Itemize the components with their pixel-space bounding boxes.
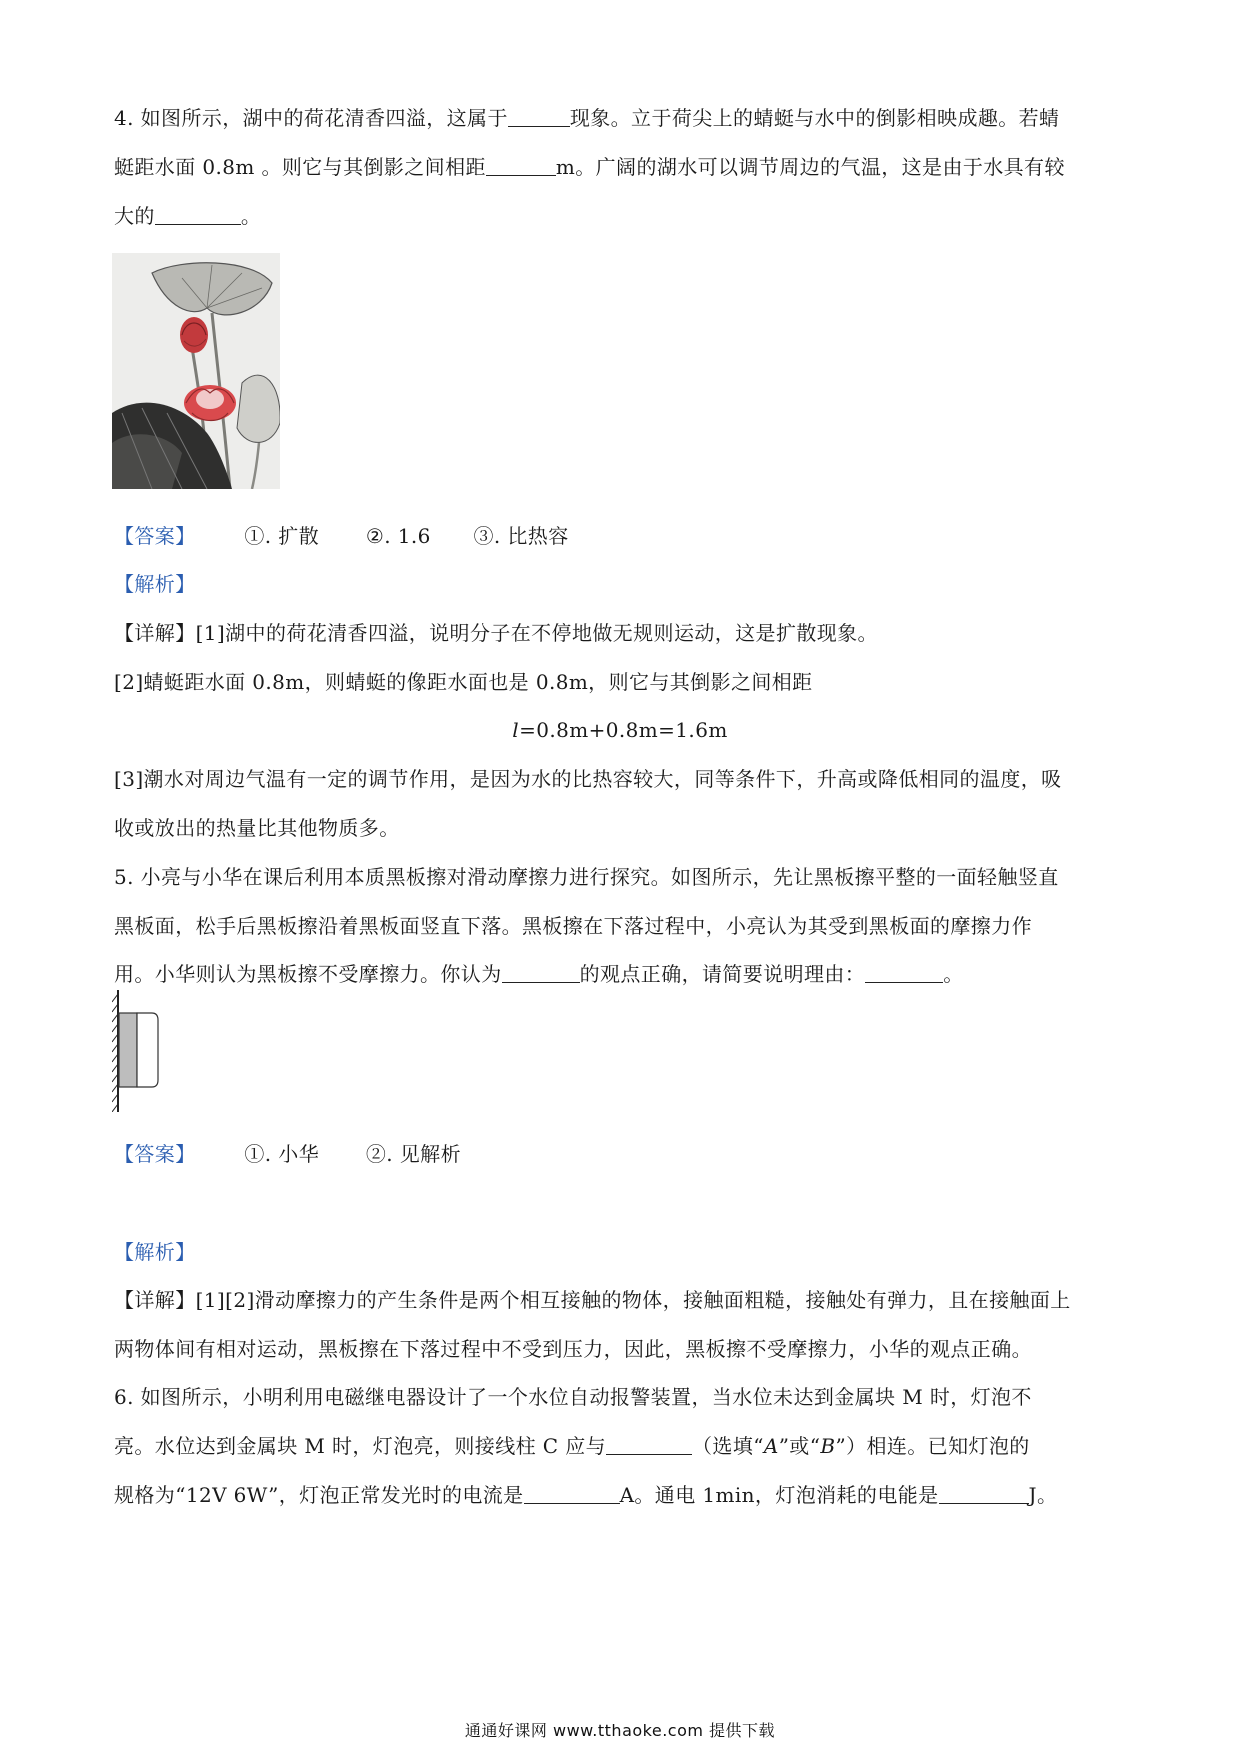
q6-text: ”或“ [778, 1434, 821, 1458]
q5-line-2 [114, 913, 1032, 939]
q5-line-1 [114, 864, 1059, 890]
answer-item: ①. 小华 [244, 1142, 320, 1166]
q5-text: 。 [943, 962, 964, 986]
q6-text: 6. 如图所示，小明利用电磁继电器设计了一个水位自动报警装置，当水位未达到金属块 M 时，灯泡不 [114, 1385, 1032, 1409]
q6-text: A。通电 1min，灯泡消耗的电能是 [619, 1483, 939, 1507]
answer-blank [508, 108, 570, 127]
equation-text: =0.8m+0.8m=1.6m [519, 718, 728, 742]
page-footer: 通通好课网 www.tthaoke.com 提供下载 [464, 1721, 776, 1740]
q4-answer [114, 523, 569, 549]
option-b: B [820, 1434, 836, 1458]
q5-text: 5. 小亮与小华在课后利用本质黑板擦对滑动摩擦力进行探究。如图所示，先让黑板擦平整的一面轻触竖直 [114, 865, 1059, 889]
analysis-tag: 【解析】 [114, 572, 196, 596]
q4-text: 4. 如图所示，湖中的荷花清香四溢，这属于 [114, 106, 508, 130]
answer-blank [606, 1436, 692, 1455]
q4-text: 大的 [114, 204, 155, 228]
analysis-tag: 【解析】 [114, 1240, 196, 1264]
answer-item: ③. 比热容 [473, 524, 569, 548]
q5-line-3 [114, 961, 964, 987]
q5-analysis-tag [114, 1239, 196, 1265]
eraser-diagram [112, 990, 164, 1112]
q4-line-1 [114, 105, 1059, 131]
q4-text: m。广阔的湖水可以调节周边的气温，这是由于水具有较 [555, 155, 1065, 179]
q4-analysis-tag [114, 571, 196, 597]
answer-blank [865, 964, 943, 983]
q4-text: 蜓距水面 0.8m 。则它与其倒影之间相距 [114, 155, 486, 179]
q4-text: 。 [240, 204, 262, 228]
detail-text: [1][2]滑动摩擦力的产生条件是两个相互接触的物体，接触面粗糙，接触处有弹力，且在接触面上 [195, 1288, 1071, 1312]
answer-item: ②. 1.6 [365, 524, 431, 548]
answer-blank [939, 1485, 1029, 1504]
q5-text: 黑板面，松手后黑板擦沿着黑板面竖直下落。黑板擦在下落过程中，小亮认为其受到黑板面的摩擦力作 [114, 914, 1032, 938]
answer-blank [486, 157, 556, 176]
q4-detail-3b [114, 815, 400, 841]
q5-detail-2 [114, 1336, 1032, 1362]
detail-tag: 【详解】 [114, 621, 196, 645]
q5-text: 的观点正确，请简要说明理由： [579, 962, 866, 986]
lotus-illustration [112, 253, 280, 489]
equation-variable: l [512, 718, 520, 742]
q4-line-2 [114, 154, 1065, 180]
q5-answer [114, 1141, 461, 1167]
q5-text: 用。小华则认为黑板擦不受摩擦力。你认为 [114, 962, 502, 986]
q6-line-1 [114, 1384, 1032, 1410]
answer-blank [155, 206, 241, 225]
answer-blank [524, 1485, 620, 1504]
q4-text: 现象。立于荷尖上的蜻蜓与水中的倒影相映成趣。若蜻 [569, 106, 1060, 130]
answer-blank [502, 964, 580, 983]
detail-text: [2]蜻蜓距水面 0.8m，则蜻蜓的像距水面也是 0.8m，则它与其倒影之间相距 [114, 670, 813, 694]
q6-text: ”）相连。已知灯泡的 [835, 1434, 1030, 1458]
q6-text: （选填“ [692, 1434, 764, 1458]
q5-detail-1 [114, 1287, 1071, 1313]
answer-tag: 【答案】 [114, 524, 196, 548]
detail-text: [3]潮水对周边气温有一定的调节作用，是因为水的比热容较大，同等条件下，升高或降低相同的温度，吸 [114, 767, 1062, 791]
option-a: A [763, 1434, 779, 1458]
q6-line-3 [114, 1482, 1057, 1508]
answer-item: ①. 扩散 [244, 524, 320, 548]
q4-line-3 [114, 203, 261, 229]
q4-detail-3 [114, 766, 1062, 792]
detail-text: [1]湖中的荷花清香四溢，说明分子在不停地做无规则运动，这是扩散现象。 [195, 621, 878, 645]
q4-equation [0, 717, 1240, 743]
q4-detail-1 [114, 620, 878, 646]
detail-tag: 【详解】 [114, 1288, 196, 1312]
q6-text: J。 [1028, 1483, 1058, 1507]
q6-text: 亮。水位达到金属块 M 时，灯泡亮，则接线柱 C 应与 [114, 1434, 607, 1458]
detail-text: 两物体间有相对运动，黑板擦在下落过程中不受到压力，因此，黑板擦不受摩擦力，小华的观点正确。 [114, 1337, 1032, 1361]
answer-item: ②. 见解析 [365, 1142, 461, 1166]
answer-tag: 【答案】 [114, 1142, 196, 1166]
q6-line-2 [114, 1433, 1030, 1459]
q4-detail-2 [114, 669, 813, 695]
detail-text: 收或放出的热量比其他物质多。 [114, 816, 400, 840]
q6-text: 规格为“12V 6W”，灯泡正常发光时的电流是 [114, 1483, 524, 1507]
